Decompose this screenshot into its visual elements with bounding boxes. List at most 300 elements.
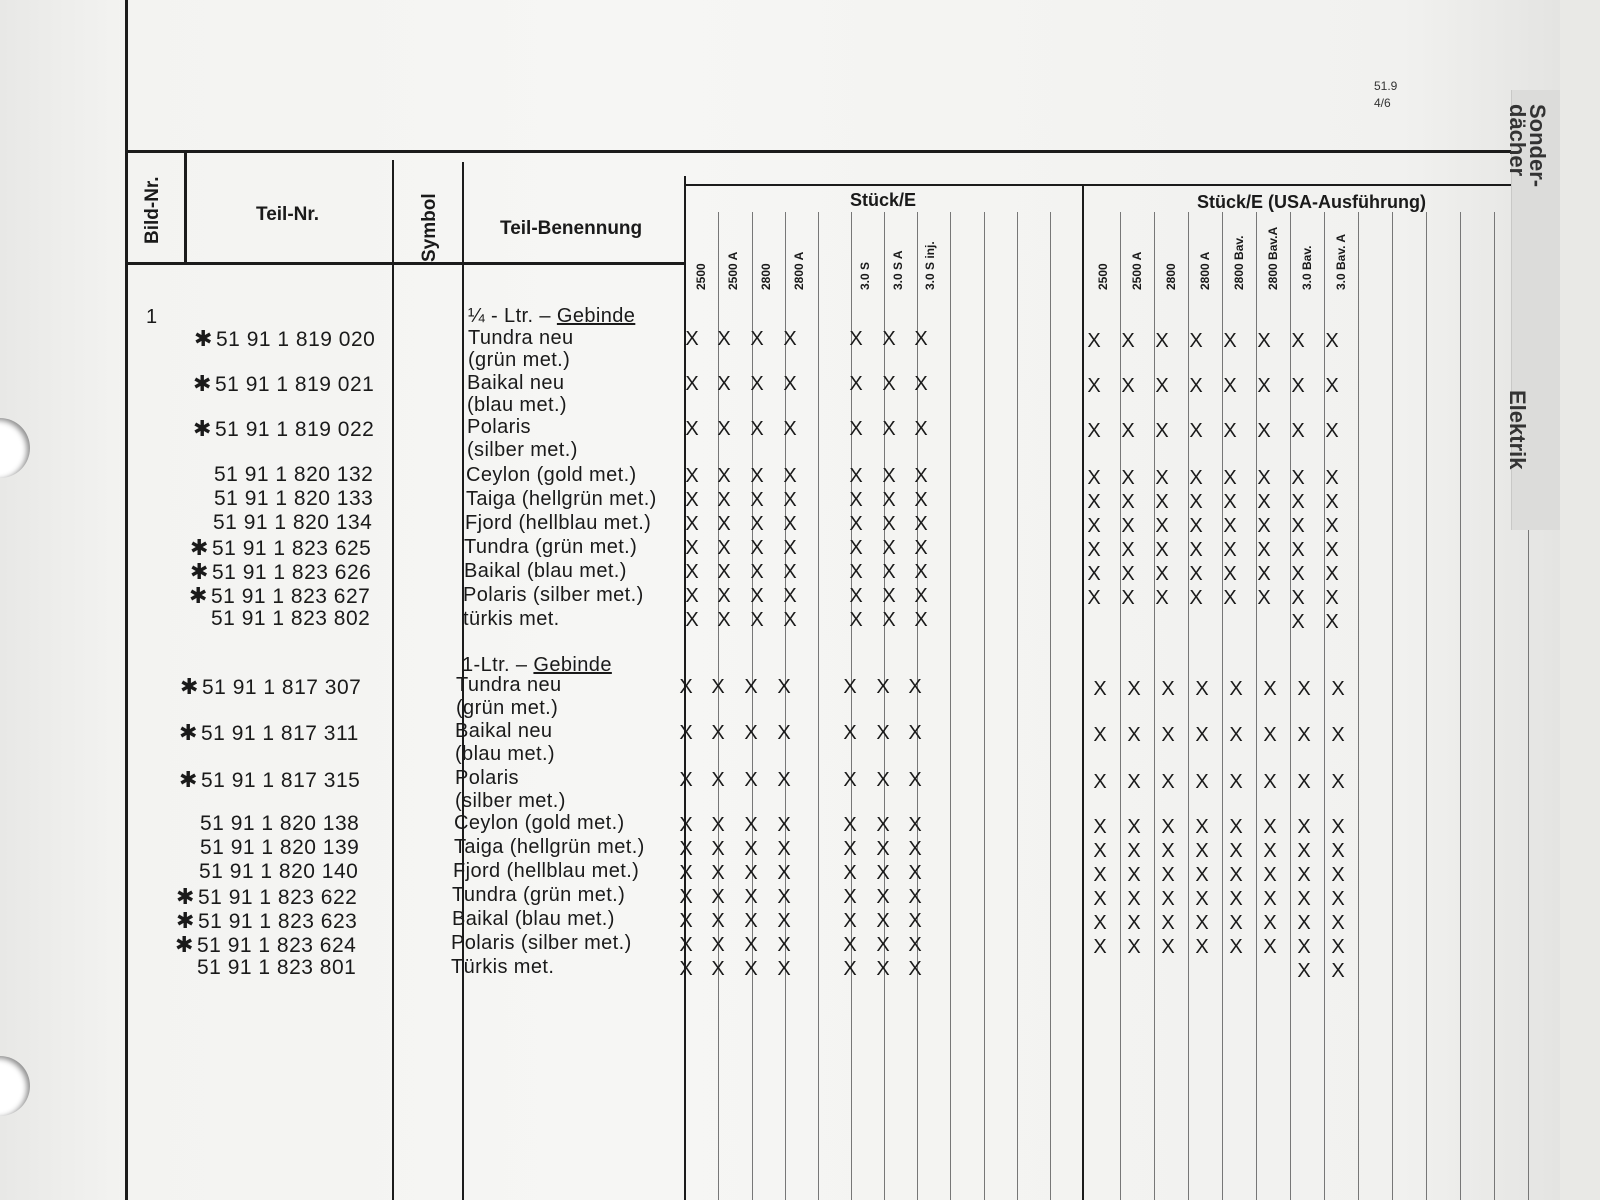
mark-x: X — [908, 910, 922, 932]
mark-x: X — [876, 886, 890, 908]
grid-line — [884, 212, 885, 1200]
star-marker-icon: ✱ — [180, 674, 199, 699]
mark-x: X — [882, 373, 896, 395]
part-description: Taiga (hellgrün met.) — [466, 488, 657, 510]
mark-x: X — [849, 585, 863, 607]
usa-mark-x: X — [1223, 467, 1237, 489]
usa-mark-x: X — [1121, 515, 1135, 537]
mark-x: X — [914, 418, 928, 440]
grid-line — [718, 212, 719, 1200]
usa-mark-x: X — [1263, 840, 1277, 862]
mark-x: X — [685, 609, 699, 631]
mark-x: X — [882, 465, 896, 487]
part-number — [176, 884, 357, 910]
header-group1: Stück/E — [850, 190, 917, 210]
part-number — [193, 416, 374, 442]
part-number-text: 51 91 1 823 627 — [211, 585, 371, 608]
grid-line — [1017, 212, 1018, 1200]
usa-mark-x: X — [1291, 420, 1305, 442]
mark-x: X — [711, 838, 725, 860]
mark-x: X — [717, 328, 731, 350]
column-header-5: 3.0 S — [858, 261, 872, 290]
column-header-4: 2800 A — [792, 251, 806, 290]
usa-mark-x: X — [1297, 840, 1311, 862]
usa-mark-x: X — [1263, 888, 1277, 910]
part-description-detail: (grün met.) — [456, 697, 559, 719]
usa-mark-x: X — [1291, 330, 1305, 352]
part-description: Fjord (hellblau met.) — [453, 860, 640, 882]
usa-mark-x: X — [1155, 420, 1169, 442]
mark-x: X — [750, 418, 764, 440]
mark-x: X — [685, 585, 699, 607]
column-header-3: 2800 — [759, 263, 773, 290]
usa-mark-x: X — [1087, 587, 1101, 609]
usa-mark-x: X — [1331, 936, 1345, 958]
part-number — [175, 956, 356, 980]
usa-mark-x: X — [1297, 771, 1311, 793]
mark-x: X — [914, 465, 928, 487]
part-number-text: 51 91 1 823 622 — [198, 886, 358, 909]
mark-x: X — [843, 722, 857, 744]
usa-mark-x: X — [1263, 816, 1277, 838]
usa-mark-x: X — [1223, 420, 1237, 442]
mark-x: X — [679, 862, 693, 884]
usa-mark-x: X — [1121, 467, 1135, 489]
column-header-2: 2500 A — [726, 251, 740, 290]
punch-hole — [0, 418, 30, 478]
mark-x: X — [685, 489, 699, 511]
mark-x: X — [717, 373, 731, 395]
mark-x: X — [849, 513, 863, 535]
mark-x: X — [849, 561, 863, 583]
usa-mark-x: X — [1155, 467, 1169, 489]
usa-mark-x: X — [1331, 912, 1345, 934]
usa-mark-x: X — [1195, 864, 1209, 886]
table-top-rule — [125, 150, 1560, 153]
header-group2: Stück/E (USA-Ausführung) — [1197, 192, 1426, 212]
star-marker-icon: ✱ — [179, 767, 198, 792]
usa-mark-x: X — [1297, 724, 1311, 746]
usa-mark-x: X — [1229, 816, 1243, 838]
mark-x: X — [882, 328, 896, 350]
part-number — [175, 932, 356, 958]
part-number-text: 51 91 1 820 132 — [214, 463, 374, 486]
usa-mark-x: X — [1331, 678, 1345, 700]
mark-x: X — [876, 722, 890, 744]
tab-label-elektrik: Elektrik — [1505, 390, 1530, 470]
mark-x: X — [679, 676, 693, 698]
usa-column-header-1: 2500 — [1096, 263, 1110, 290]
mark-x: X — [750, 328, 764, 350]
part-description-detail: (blau met.) — [467, 394, 567, 416]
grid-line — [785, 212, 786, 1200]
mark-x: X — [876, 958, 890, 980]
grid-line — [1460, 212, 1461, 1200]
mark-x: X — [876, 910, 890, 932]
usa-mark-x: X — [1161, 912, 1175, 934]
star-marker-icon: ✱ — [193, 371, 212, 396]
usa-mark-x: X — [1263, 864, 1277, 886]
part-number-text: 51 91 1 823 624 — [197, 934, 357, 957]
mark-x: X — [685, 465, 699, 487]
usa-mark-x: X — [1127, 840, 1141, 862]
usa-mark-x: X — [1189, 515, 1203, 537]
mark-x: X — [750, 465, 764, 487]
mark-x: X — [914, 489, 928, 511]
mark-x: X — [750, 513, 764, 535]
mark-x: X — [744, 958, 758, 980]
mark-x: X — [777, 769, 791, 791]
mark-x: X — [908, 958, 922, 980]
side-index-tab — [1505, 90, 1560, 530]
mark-x: X — [744, 838, 758, 860]
mark-x: X — [744, 910, 758, 932]
usa-mark-x: X — [1189, 563, 1203, 585]
mark-x: X — [843, 934, 857, 956]
star-marker-icon: ✱ — [194, 326, 213, 351]
usa-mark-x: X — [1223, 563, 1237, 585]
part-number-text: 51 91 1 817 311 — [201, 722, 359, 745]
usa-mark-x: X — [1297, 888, 1311, 910]
mark-x: X — [679, 958, 693, 980]
page-frame-left — [125, 0, 128, 1200]
mark-x: X — [908, 814, 922, 836]
part-number — [190, 559, 371, 585]
part-description-detail: (silber met.) — [455, 790, 566, 812]
part-number — [190, 535, 371, 561]
usa-mark-x: X — [1189, 587, 1203, 609]
usa-mark-x: X — [1263, 912, 1277, 934]
mark-x: X — [843, 676, 857, 698]
usa-mark-x: X — [1195, 678, 1209, 700]
usa-mark-x: X — [1229, 864, 1243, 886]
mark-x: X — [679, 722, 693, 744]
part-description: Polaris — [467, 416, 531, 438]
usa-mark-x: X — [1189, 539, 1203, 561]
usa-mark-x: X — [1121, 563, 1135, 585]
grid-line — [1120, 212, 1121, 1200]
mark-x: X — [783, 373, 797, 395]
tab-label-daecher: dächer — [1505, 104, 1530, 177]
usa-mark-x: X — [1189, 467, 1203, 489]
mark-x: X — [908, 722, 922, 744]
part-description: Fjord (hellblau met.) — [465, 512, 652, 534]
grid-line — [1358, 212, 1359, 1200]
mark-x: X — [783, 537, 797, 559]
header-bild-nr: Bild-Nr. — [142, 176, 163, 244]
part-number-text: 51 91 1 823 625 — [212, 537, 372, 560]
usa-mark-x: X — [1155, 563, 1169, 585]
mark-x: X — [777, 958, 791, 980]
mark-x: X — [849, 373, 863, 395]
part-number-text: 51 91 1 823 802 — [211, 607, 371, 630]
section-quarter-liter-title — [468, 305, 635, 328]
mark-x: X — [914, 537, 928, 559]
part-description: Ceylon (gold met.) — [466, 464, 637, 486]
usa-mark-x: X — [1291, 467, 1305, 489]
mark-x: X — [783, 609, 797, 631]
part-description: Türkis met. — [451, 956, 555, 978]
part-description-detail: (blau met.) — [455, 743, 555, 765]
mark-x: X — [843, 814, 857, 836]
usa-mark-x: X — [1127, 936, 1141, 958]
tab-label-sonder: Sonder- — [1525, 104, 1550, 188]
part-description: Polaris — [455, 767, 519, 789]
part-number-text: 51 91 1 819 021 — [215, 373, 375, 396]
usa-mark-x: X — [1291, 563, 1305, 585]
mark-x: X — [882, 537, 896, 559]
column-header-1: 2500 — [694, 263, 708, 290]
mark-x: X — [711, 676, 725, 698]
usa-column-header-4: 2800 A — [1198, 251, 1212, 290]
mark-x: X — [908, 862, 922, 884]
usa-mark-x: X — [1331, 816, 1345, 838]
mark-x: X — [914, 373, 928, 395]
mark-x: X — [777, 910, 791, 932]
part-number-text: 51 91 1 823 801 — [197, 956, 357, 979]
mark-x: X — [908, 838, 922, 860]
usa-mark-x: X — [1291, 539, 1305, 561]
mark-x: X — [843, 886, 857, 908]
page-number-sub: 4/6 — [1374, 96, 1391, 110]
part-description: Baikal neu — [467, 372, 565, 394]
mark-x: X — [711, 934, 725, 956]
usa-mark-x: X — [1257, 587, 1271, 609]
usa-mark-x: X — [1325, 467, 1339, 489]
usa-mark-x: X — [1325, 375, 1339, 397]
grid-line — [1494, 212, 1495, 1200]
part-number-text: 51 91 1 817 307 — [202, 676, 362, 699]
mark-x: X — [777, 814, 791, 836]
header-symbol: Symbol — [419, 193, 440, 262]
mark-x: X — [717, 585, 731, 607]
part-description: türkis met. — [463, 608, 560, 630]
mark-x: X — [679, 814, 693, 836]
header-teil-benennung: Teil-Benennung — [500, 218, 643, 239]
usa-mark-x: X — [1223, 491, 1237, 513]
usa-mark-x: X — [1189, 491, 1203, 513]
part-number-text: 51 91 1 820 133 — [214, 487, 374, 510]
mark-x: X — [685, 373, 699, 395]
part-number — [177, 860, 358, 884]
usa-mark-x: X — [1223, 515, 1237, 537]
usa-column-header-7: 3.0 Bav. — [1300, 245, 1314, 290]
mark-x: X — [882, 609, 896, 631]
usa-mark-x: X — [1087, 515, 1101, 537]
usa-mark-x: X — [1161, 678, 1175, 700]
grid-line — [1050, 212, 1051, 1200]
usa-mark-x: X — [1093, 678, 1107, 700]
usa-mark-x: X — [1121, 330, 1135, 352]
usa-mark-x: X — [1257, 330, 1271, 352]
usa-mark-x: X — [1223, 330, 1237, 352]
mark-x: X — [717, 561, 731, 583]
page-number — [1374, 78, 1397, 112]
part-description: Polaris (silber met.) — [463, 584, 644, 606]
usa-mark-x: X — [1087, 375, 1101, 397]
usa-mark-x: X — [1087, 330, 1101, 352]
usa-mark-x: X — [1093, 840, 1107, 862]
usa-mark-x: X — [1229, 771, 1243, 793]
star-marker-icon: ✱ — [190, 535, 209, 560]
header-bottom-rule — [125, 262, 685, 265]
mark-x: X — [685, 328, 699, 350]
usa-mark-x: X — [1229, 678, 1243, 700]
mark-x: X — [685, 418, 699, 440]
usa-mark-x: X — [1325, 587, 1339, 609]
usa-mark-x: X — [1291, 491, 1305, 513]
section1-prefix: ¼ - Ltr. – — [468, 305, 557, 327]
part-number-text: 51 91 1 823 623 — [198, 910, 358, 933]
usa-mark-x: X — [1297, 912, 1311, 934]
mark-x: X — [849, 418, 863, 440]
mark-x: X — [908, 676, 922, 698]
mark-x: X — [876, 814, 890, 836]
mark-x: X — [882, 418, 896, 440]
usa-mark-x: X — [1121, 375, 1135, 397]
part-number — [189, 607, 370, 631]
part-description: Tundra (grün met.) — [464, 536, 638, 558]
usa-mark-x: X — [1161, 864, 1175, 886]
mark-x: X — [914, 585, 928, 607]
part-number — [192, 487, 373, 511]
mark-x: X — [843, 838, 857, 860]
mark-x: X — [679, 838, 693, 860]
part-description: Tundra neu — [456, 674, 562, 696]
mark-x: X — [843, 769, 857, 791]
usa-mark-x: X — [1223, 539, 1237, 561]
usa-mark-x: X — [1121, 539, 1135, 561]
usa-mark-x: X — [1291, 587, 1305, 609]
mark-x: X — [849, 489, 863, 511]
star-marker-icon: ✱ — [193, 416, 212, 441]
part-number-text: 51 91 1 819 020 — [216, 328, 376, 351]
grid-line — [1222, 212, 1223, 1200]
grid-line — [950, 212, 951, 1200]
usa-mark-x: X — [1161, 888, 1175, 910]
usa-mark-x: X — [1155, 330, 1169, 352]
part-description: Ceylon (gold met.) — [454, 812, 625, 834]
usa-mark-x: X — [1331, 864, 1345, 886]
mark-x: X — [685, 513, 699, 535]
grid-line — [1324, 212, 1325, 1200]
mark-x: X — [711, 769, 725, 791]
part-description-detail: (silber met.) — [467, 439, 578, 461]
usa-mark-x: X — [1229, 912, 1243, 934]
usa-mark-x: X — [1229, 888, 1243, 910]
part-description: Baikal (blau met.) — [452, 908, 615, 930]
grid-line — [1392, 212, 1393, 1200]
mark-x: X — [876, 676, 890, 698]
usa-mark-x: X — [1161, 724, 1175, 746]
usa-mark-x: X — [1189, 420, 1203, 442]
part-number — [178, 812, 359, 836]
usa-mark-x: X — [1325, 330, 1339, 352]
mark-x: X — [849, 537, 863, 559]
section2-prefix: 1-Ltr. – — [462, 654, 534, 676]
mark-x: X — [744, 769, 758, 791]
grid-line — [1426, 212, 1427, 1200]
grid-line — [984, 212, 985, 1200]
star-marker-icon: ✱ — [189, 583, 208, 608]
usa-mark-x: X — [1161, 771, 1175, 793]
usa-mark-x: X — [1297, 936, 1311, 958]
mark-x: X — [783, 465, 797, 487]
usa-mark-x: X — [1127, 912, 1141, 934]
mark-x: X — [843, 862, 857, 884]
mark-x: X — [717, 537, 731, 559]
mark-x: X — [783, 561, 797, 583]
mark-x: X — [783, 489, 797, 511]
usa-column-header-2: 2500 A — [1130, 251, 1144, 290]
mark-x: X — [777, 886, 791, 908]
mark-x: X — [750, 489, 764, 511]
column-header-7: 3.0 S inj. — [923, 241, 937, 290]
usa-mark-x: X — [1195, 912, 1209, 934]
usa-mark-x: X — [1263, 771, 1277, 793]
punch-hole — [0, 1056, 30, 1116]
usa-mark-x: X — [1297, 960, 1311, 982]
part-description: Tundra neu — [468, 327, 574, 349]
mark-x: X — [711, 958, 725, 980]
mark-x: X — [882, 585, 896, 607]
mark-x: X — [750, 537, 764, 559]
part-description-detail: (grün met.) — [468, 349, 571, 371]
part-number-text: 51 91 1 820 139 — [200, 836, 360, 859]
column-header-6: 3.0 S A — [891, 250, 905, 290]
usa-mark-x: X — [1263, 678, 1277, 700]
usa-mark-x: X — [1325, 563, 1339, 585]
mark-x: X — [744, 676, 758, 698]
usa-mark-x: X — [1155, 587, 1169, 609]
part-number — [179, 767, 360, 793]
mark-x: X — [777, 838, 791, 860]
part-number — [194, 326, 375, 352]
usa-mark-x: X — [1093, 888, 1107, 910]
usa-mark-x: X — [1331, 724, 1345, 746]
mark-x: X — [876, 934, 890, 956]
usa-mark-x: X — [1093, 936, 1107, 958]
mark-x: X — [914, 561, 928, 583]
part-number-text: 51 91 1 823 626 — [212, 561, 372, 584]
usa-mark-x: X — [1297, 678, 1311, 700]
part-number — [193, 371, 374, 397]
mark-x: X — [679, 769, 693, 791]
col-divider-bild — [184, 150, 187, 265]
usa-mark-x: X — [1155, 539, 1169, 561]
mark-x: X — [849, 465, 863, 487]
part-description: Tundra (grün met.) — [452, 884, 626, 906]
usa-mark-x: X — [1331, 960, 1345, 982]
usa-mark-x: X — [1263, 724, 1277, 746]
mark-x: X — [783, 328, 797, 350]
usa-mark-x: X — [1257, 563, 1271, 585]
mark-x: X — [679, 886, 693, 908]
usa-mark-x: X — [1127, 771, 1141, 793]
usa-mark-x: X — [1189, 375, 1203, 397]
star-marker-icon: ✱ — [190, 559, 209, 584]
usa-mark-x: X — [1325, 491, 1339, 513]
grid-line — [1256, 212, 1257, 1200]
usa-column-header-8: 3.0 Bav. A — [1334, 233, 1348, 290]
section1-label: Gebinde — [556, 305, 636, 327]
mark-x: X — [679, 934, 693, 956]
usa-mark-x: X — [1161, 816, 1175, 838]
bild-number: 1 — [146, 306, 158, 328]
col-divider-teilnr — [392, 160, 394, 1200]
usa-mark-x: X — [1127, 816, 1141, 838]
part-number — [191, 511, 372, 535]
